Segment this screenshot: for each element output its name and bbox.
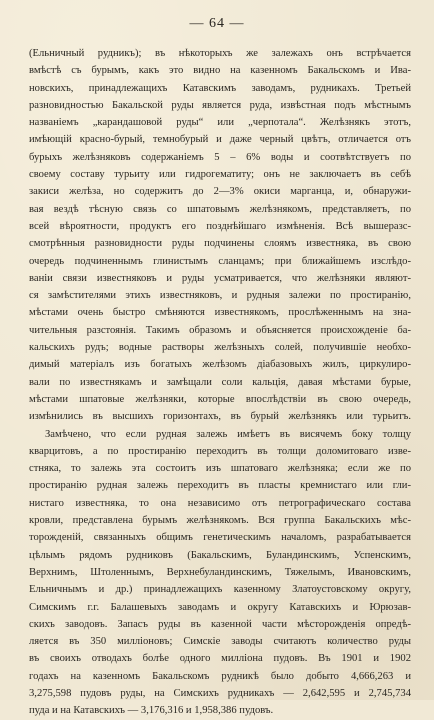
text-line: пуда и на Катавскихъ — 3,176,316 и 1,958,386 пудовъ.: [29, 705, 274, 717]
text-line: названіемъ „карандашовой руды“ или „черпотала“. Желѣзнякъ этотъ,: [29, 117, 411, 129]
text-line: новскихъ, принадлежащихъ Катавскимъ заводамъ, рудникахъ. Третьей: [29, 82, 411, 94]
text-line: ся замѣстителями этихъ известняковъ, и рудныя залежи по простиранію,: [29, 290, 411, 302]
text-line: цѣлымъ рядомъ рудниковъ (Бакальскимъ, Буландинскимъ, Успенскимъ,: [29, 549, 411, 561]
text-line: измѣнились въ высшихъ горизонтахъ, въ бурый желѣзнякъ или турьитъ.: [29, 411, 411, 423]
text-line: вая вездѣ тѣсную связь со шпатовымъ желѣзнякомъ, представляетъ, по: [29, 203, 411, 215]
text-line: кальскихъ рудъ; водные растворы желѣзныхъ солей, получившіе необхо-: [29, 342, 411, 354]
text-line: скихъ заводовъ. Запасъ руды въ казенной части мѣсторожденія опредѣ-: [29, 618, 411, 630]
text-line: разновидностью Бакальской руды является руда, извѣстная подъ мѣстнымъ: [29, 99, 411, 111]
text-line: Замѣчено, что если рудная залежь имѣетъ въ висячемъ боку толщу: [45, 428, 411, 440]
text-line: своему составу турьиту или гидрогематиту; онъ не заключаетъ въ себѣ: [29, 169, 411, 181]
body-text: [29, 45, 411, 720]
text-line: всей вѣроятности, продуктъ его позднѣйшаго измѣненія. Всѣ вышеразс-: [29, 220, 411, 232]
text-line: Симскимъ г.г. Балашевыхъ заводамъ и округу Катавскихъ и Юрюзав-: [29, 601, 411, 613]
text-line: стняка, то залежь эта состоитъ изъ шпатоваго желѣзняка; если же по: [29, 463, 411, 475]
text-line: вали по известнякамъ и замѣщали соли кальція, давая мѣстами бурые,: [29, 376, 411, 388]
text-line: простиранію рудная залежь переходитъ въ пласты кремнистаго или гли-: [29, 480, 411, 492]
text-line: кварцитовъ, а по простиранію переходитъ въ толщи доломитоваго изве-: [29, 445, 411, 457]
text-line: смотрѣнныя разновидности руды подчинены слоямъ известняка, въ свою: [29, 238, 411, 250]
page-number-header: — 64 —: [189, 16, 245, 31]
text-line: ляется въ 350 милліоновъ; Симскіе заводы считаютъ количество руды: [29, 636, 411, 648]
text-line: бурыхъ желѣзняковъ содержаніемъ 5 – 6% воды и соотвѣтствуетъ по: [29, 151, 411, 163]
text-line: ваніи связи известняковъ и руды усматривается, что желѣзняки являют-: [29, 272, 411, 284]
text-line: очередь подчиненнымъ глинистымъ сланцамъ; при ближайшемъ изслѣдо-: [29, 255, 411, 267]
text-line: Верхнимъ, Штоленнымъ, Верхнебуландинскимъ, Тяжелымъ, Ивановскимъ,: [29, 566, 411, 578]
text-line: кровли, представлена бурымъ желѣзнякомъ. Вся группа Бакальскихъ мѣс-: [29, 515, 411, 527]
text-line: вмѣстѣ съ бурымъ, какъ это видно на казенномъ Бакальскомъ и Ива-: [29, 65, 411, 77]
text-line: закиси желѣза, но содержитъ до 2—3% окиси марганца, и, обнаружи-: [29, 186, 411, 198]
text-line: чительныя разстоянія. Такимъ образомъ и объясняется происхожденіе ба-: [29, 324, 411, 336]
text-line: 3,275,598 пудовъ руды, на Симскихъ рудникахъ — 2,642,595 и 2,745,734: [29, 687, 411, 699]
text-line: торожденій, связанныхъ общимъ генетическимъ началомъ, разрабатывается: [29, 532, 411, 544]
text-line: нистаго известняка, то она независимо отъ петрографическаго состава: [29, 497, 411, 509]
text-line: Ельничнымъ и др.) принадлежащихъ казенному Златоустовскому округу,: [29, 584, 411, 596]
text-line: въ своихъ отводахъ болѣе одного милліона пудовъ. Въ 1901 и 1902: [29, 653, 411, 665]
text-line: годахъ на казенномъ Бакальскомъ рудникѣ было добыто 4,666,263 и: [29, 670, 411, 682]
text-line: (Ельничный рудникъ); въ нѣкоторыхъ же залежахъ онъ встрѣчается: [29, 48, 411, 59]
text-line: мѣстами шпатовые желѣзняки, которые впослѣдствіи въ свою очередь,: [29, 393, 411, 405]
text-line: имѣющій красно-бурый, темнобурый и даже черный цвѣтъ, отличается отъ: [29, 134, 411, 146]
text-line: димый матеріалъ изъ богатыхъ желѣзомъ діабазовыхъ жилъ, циркулиро-: [29, 359, 411, 371]
text-line: мѣстами очень быстро смѣняются известнякомъ, прослѣженнымъ на зна-: [29, 307, 411, 319]
